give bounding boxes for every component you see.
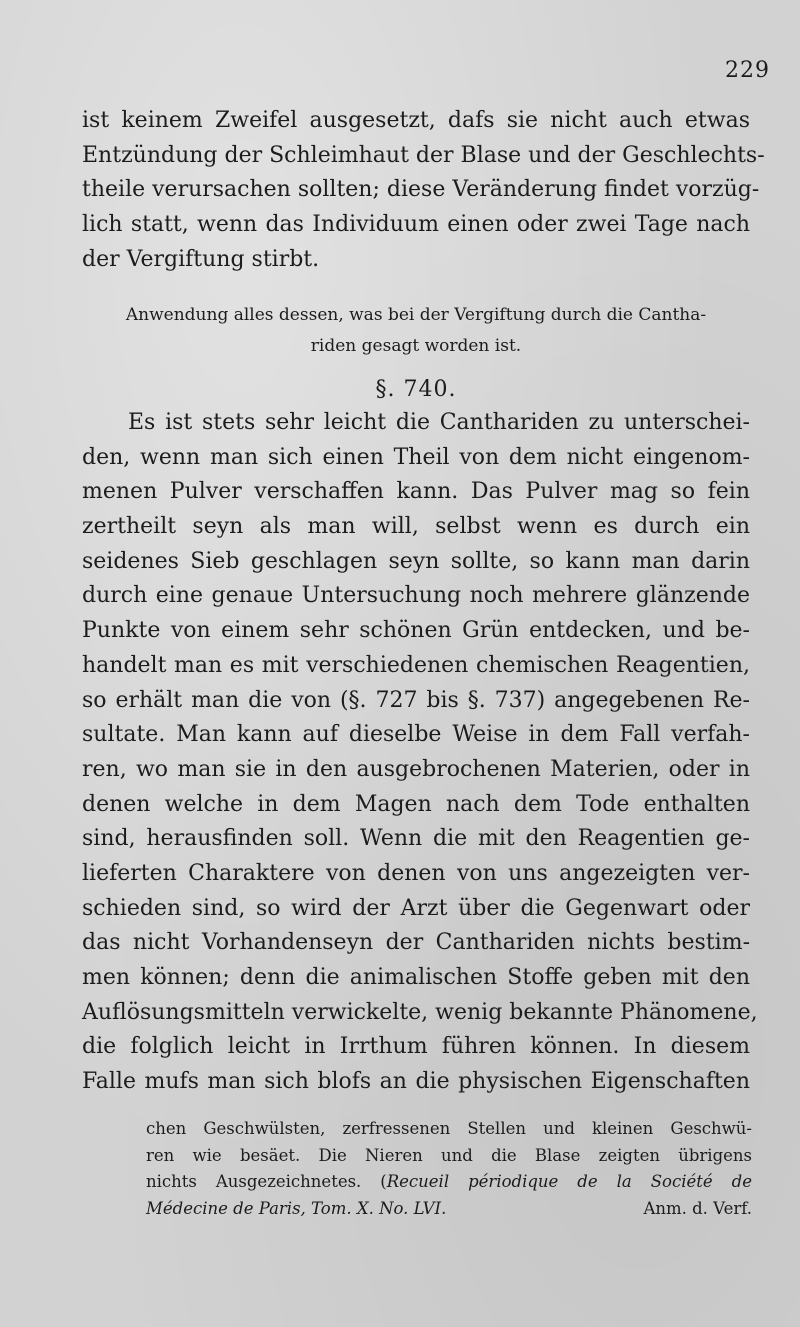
journal-title-continued: Médecine de Paris, Tom. X. No. LVI. xyxy=(146,1199,447,1219)
text-line: theile verursachen sollten; diese Veränderung findet vorzüg- xyxy=(82,177,760,203)
text-line: seidenes Sieb geschlagen seyn sollte, so kann man darin xyxy=(82,548,750,574)
text-line: Falle mufs man sich blofs an die physischen Eigenschaften xyxy=(82,1069,750,1095)
text-line: zertheilt seyn als man will, selbst wenn es durch ein xyxy=(82,514,750,540)
chapter-heading xyxy=(82,300,750,362)
text-line: schieden sind, so wird der Arzt über die Gegenwart oder xyxy=(82,895,750,921)
text-line: Es ist stets sehr leicht die Canthariden zu unterschei- xyxy=(128,410,750,435)
intro-paragraph xyxy=(82,104,765,277)
page-number: 229 xyxy=(725,58,770,83)
text-line: ren, wo man sie in den ausgebrochenen Materien, oder in xyxy=(82,756,750,782)
text-line: Entzündung der Schleimhaut der Blase und der Geschlechts- xyxy=(82,142,765,168)
author-note-marker: Anm. d. Verf. xyxy=(643,1199,752,1219)
footnote-line xyxy=(146,1196,752,1223)
text-line: sind, herausfinden soll. Wenn die mit den Reagentien ge- xyxy=(82,826,750,852)
heading-line: Anwendung alles dessen, was bei der Vergiftung durch die Cantha- xyxy=(125,305,707,325)
text-line: der Vergiftung stirbt. xyxy=(82,246,320,272)
text-line: men können; denn die animalischen Stoffe geben mit den xyxy=(82,965,750,990)
text-line: lich statt, wenn das Individuum einen oder zwei Tage nach xyxy=(82,212,750,238)
text-line: handelt man es mit verschiedenen chemischen Reagentien, xyxy=(82,652,750,678)
text-line: Punkte von einem sehr schönen Grün entdecken, und be- xyxy=(82,618,750,644)
heading-line: riden gesagt worden ist. xyxy=(310,336,522,356)
text-line: durch eine genaue Untersuchung noch mehrere glänzende xyxy=(82,583,750,609)
text-line: den, wenn man sich einen Theil von dem nicht eingenom- xyxy=(82,444,750,470)
journal-title: Recueil périodique de la Société de xyxy=(386,1172,752,1192)
text-line: sultate. Man kann auf dieselbe Weise in dem Fall verfah- xyxy=(82,722,750,748)
text-line: lieferten Charaktere von denen von uns angezeigten ver- xyxy=(82,860,750,886)
text-line: menen Pulver verschaffen kann. Das Pulver mag so fein xyxy=(82,479,750,505)
text-line: ist keinem Zweifel ausgesetzt, dafs sie nicht auch etwas xyxy=(82,108,750,133)
section-title: §. 740. xyxy=(375,377,457,402)
text-line: Auflösungsmitteln verwickelte, wenig bekannte Phänomene, xyxy=(82,999,758,1025)
footnote-line xyxy=(146,1169,752,1196)
text-line: so erhält man die von (§. 727 bis §. 737) angegebenen Re- xyxy=(82,687,750,713)
text-line: denen welche in dem Magen nach dem Tode enthalten xyxy=(82,791,750,817)
footnote-line: chen Geschwülsten, zerfressenen Stellen und kleinen Geschwü- xyxy=(146,1119,752,1138)
text-line: das nicht Vorhandenseyn der Canthariden nichts bestim- xyxy=(82,930,750,956)
footnote xyxy=(146,1116,752,1223)
footnote-text: nichts Ausgezeichnetes. ( xyxy=(146,1172,387,1192)
main-paragraph xyxy=(82,406,758,1100)
text-line: die folglich leicht in Irrthum führen können. In diesem xyxy=(82,1034,750,1060)
footnote-line: ren wie besäet. Die Nieren und die Blase zeigten übrigens xyxy=(146,1145,752,1165)
